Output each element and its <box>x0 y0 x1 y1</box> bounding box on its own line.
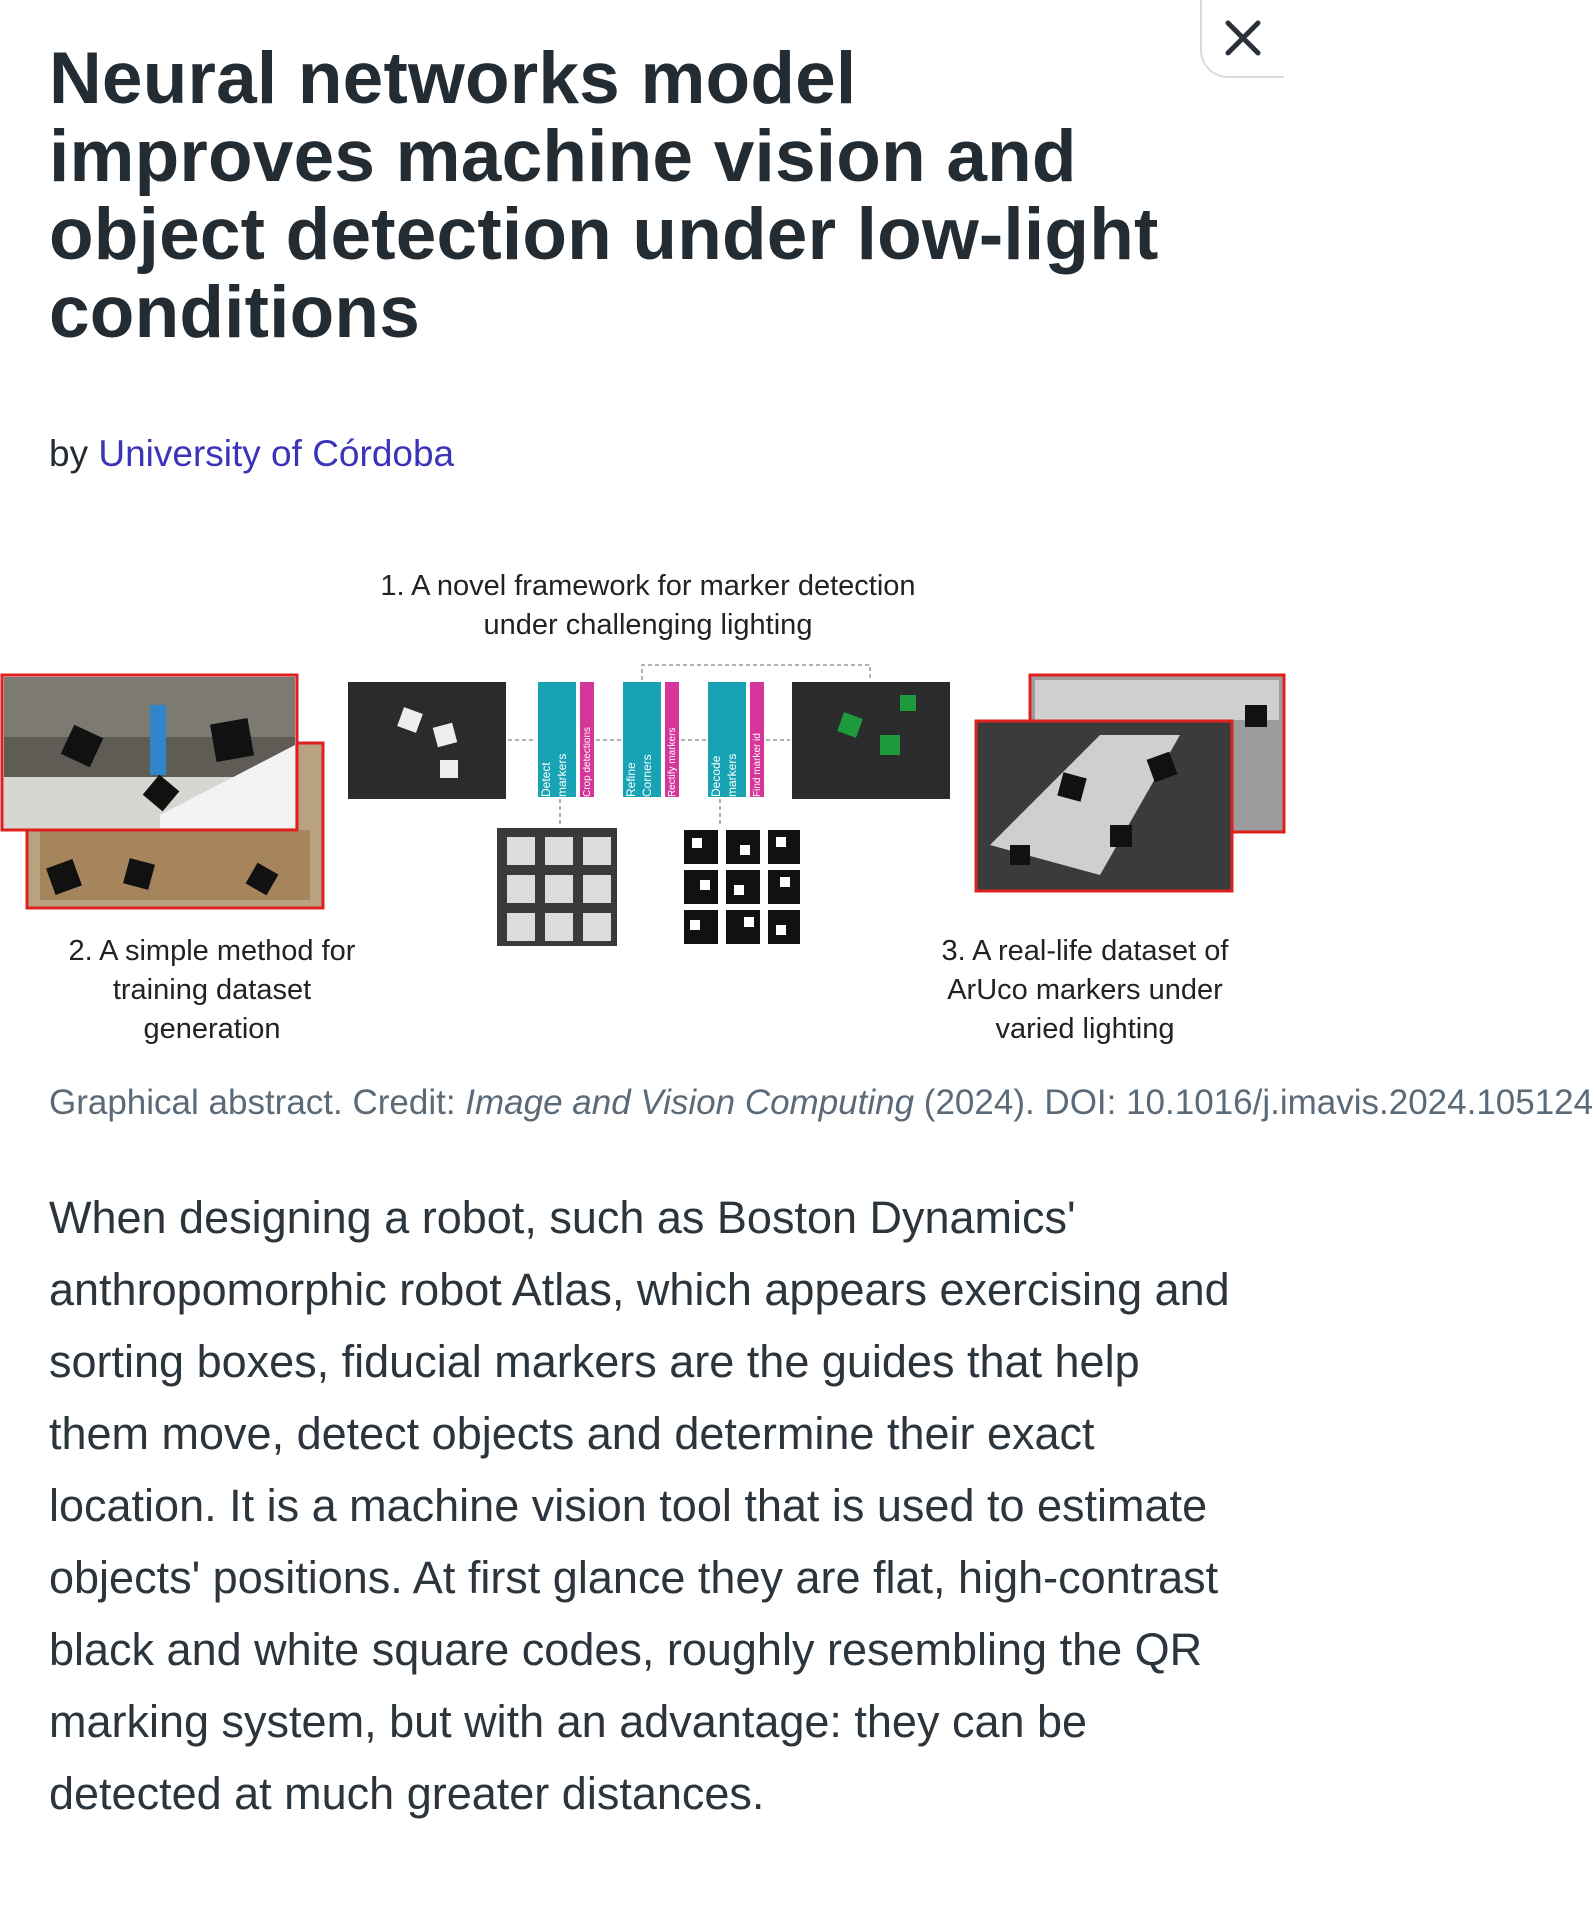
byline-prefix: by <box>49 433 89 474</box>
stage-decode-line1: Decode <box>709 755 723 797</box>
caption-prefix: Graphical abstract. Credit: <box>49 1083 466 1122</box>
stage-detect-line2: markers <box>555 753 569 797</box>
close-button[interactable] <box>1200 0 1284 78</box>
stage-refine-line2: Corners <box>640 754 654 797</box>
stage-rectify: Rectify markers <box>667 727 678 797</box>
stage-find: Find marker id <box>752 733 763 797</box>
stage-decode-line2: markers <box>725 753 739 797</box>
stage-detect-line1: Detect <box>539 762 553 797</box>
right-label-line2: ArUco markers under <box>947 974 1223 1006</box>
graphical-abstract-figure[interactable] <box>0 545 1284 1065</box>
article-paragraph: When designing a robot, such as Boston Dynamics' anthropomorphic robot Atlas, which appears exercising and sorting boxes, fiducial markers are the guides that help them move, detect objects and determine their exact location. It is a machine vision tool that is used to estimate objects' positions. At first glance they are flat, high-contrast black and white square codes, roughly resembling the QR marking system, but with an advantage: they can be detected at much greater distances. <box>49 1192 1230 1819</box>
article-title: Neural networks model improves machine vision and object detection under low-light conditions <box>49 38 1159 353</box>
figure-caption <box>49 1083 1593 1123</box>
left-label-line1: 2. A simple method for <box>68 935 356 967</box>
stage-crop: Crop detections <box>582 726 593 797</box>
right-label-line3: varied lighting <box>995 1013 1175 1045</box>
author-link[interactable]: University of Córdoba <box>98 433 455 474</box>
byline <box>49 433 454 475</box>
left-label-line2: training dataset <box>112 974 312 1006</box>
left-label-line3: generation <box>143 1013 281 1045</box>
figure-heading-line2: under challenging lighting <box>483 609 813 641</box>
figure-heading-line1: 1. A novel framework for marker detection <box>380 570 916 602</box>
close-icon <box>1223 18 1263 58</box>
caption-suffix: (2024). DOI: 10.1016/j.imavis.2024.105124 <box>914 1083 1593 1122</box>
stage-refine-line1: Refine <box>624 762 638 797</box>
caption-source: Image and Vision Computing <box>465 1083 915 1122</box>
figure-svg <box>0 545 1284 1065</box>
left-training-images <box>2 675 323 908</box>
right-label-line1: 3. A real-life dataset of <box>941 935 1229 967</box>
